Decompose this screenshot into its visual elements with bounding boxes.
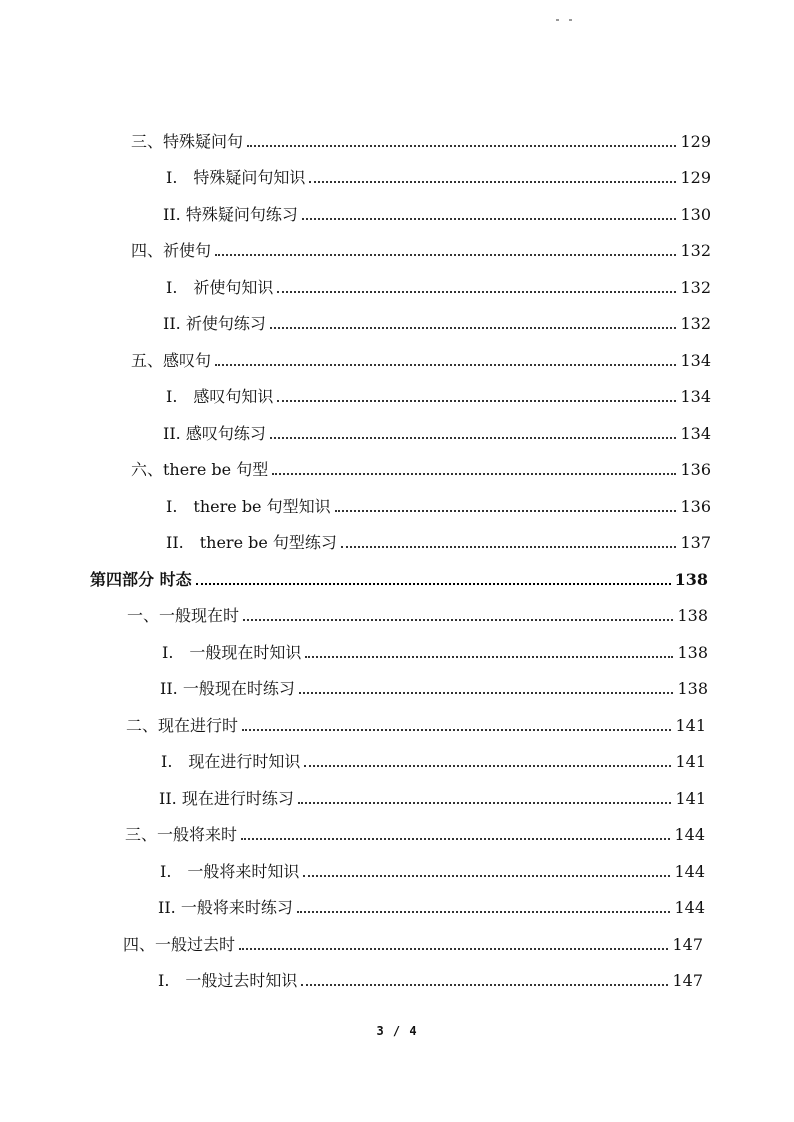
toc-entry-subsection[interactable] <box>161 746 706 772</box>
toc-page-number: 134 <box>680 424 711 443</box>
toc-page-number: 136 <box>680 460 711 479</box>
toc-entry-section[interactable] <box>123 929 703 955</box>
dot-leader <box>270 436 677 439</box>
toc-page-number: 141 <box>675 716 706 735</box>
dot-leader <box>215 363 676 366</box>
dot-leader <box>247 144 676 147</box>
dot-leader <box>301 983 668 986</box>
toc-entry-subsection[interactable] <box>159 783 706 809</box>
toc-entry-section[interactable] <box>125 819 705 845</box>
toc-label: I. 一般将来时知识 <box>160 862 300 881</box>
toc-entry-subsection[interactable] <box>166 491 711 517</box>
toc-label: 三、一般将来时 <box>125 825 238 844</box>
toc-entry-subsection[interactable] <box>162 637 708 663</box>
toc-entry-subsection[interactable] <box>160 856 705 882</box>
toc-label: II. 特殊疑问句练习 <box>163 205 298 224</box>
toc-page-number: 129 <box>680 132 711 151</box>
dot-leader <box>215 253 676 256</box>
toc-label: 三、特殊疑问句 <box>131 132 244 151</box>
toc-page-number: 144 <box>674 825 705 844</box>
toc-page-number: 130 <box>680 205 711 224</box>
toc-label: I. 一般过去时知识 <box>158 971 298 990</box>
dot-leader <box>277 399 676 402</box>
toc-page-number: 132 <box>680 278 711 297</box>
toc-page-number: 138 <box>677 606 708 625</box>
toc-page-number: 144 <box>674 898 705 917</box>
dot-leader <box>298 801 672 804</box>
toc-page-number: 138 <box>677 679 708 698</box>
dot-leader <box>305 655 673 658</box>
dot-leader <box>341 545 677 548</box>
toc-entry-section[interactable] <box>131 126 711 152</box>
toc-label: I. 祈使句知识 <box>166 278 274 297</box>
dot-leader <box>277 290 676 293</box>
toc-page-number: 141 <box>675 789 706 808</box>
toc-label: 五、感叹句 <box>131 351 212 370</box>
dot-leader <box>196 582 671 585</box>
dot-leader <box>243 618 673 621</box>
dot-leader <box>270 326 677 329</box>
toc-page-number: 147 <box>672 971 703 990</box>
dot-leader <box>304 764 671 767</box>
toc-page-number: 129 <box>680 168 711 187</box>
dot-leader <box>241 837 670 840</box>
toc-label: II. 感叹句练习 <box>163 424 266 443</box>
dot-leader <box>239 947 668 950</box>
toc-entry-section[interactable] <box>127 600 708 626</box>
toc-label: 第四部分 时态 <box>90 570 192 589</box>
toc-entry-subsection[interactable] <box>166 272 711 298</box>
toc-label: I. 感叹句知识 <box>166 387 274 406</box>
dot-leader <box>272 472 676 475</box>
dot-leader <box>303 874 670 877</box>
toc-entry-subsection[interactable] <box>160 673 708 699</box>
toc-entry-section[interactable] <box>126 710 706 736</box>
toc-label: 四、祈使句 <box>131 241 212 260</box>
toc-label: 二、现在进行时 <box>126 716 239 735</box>
toc-label: II. there be 句型练习 <box>166 533 337 552</box>
toc-page-number: 137 <box>680 533 711 552</box>
toc-entry-section[interactable] <box>131 345 711 371</box>
toc-page-number: 132 <box>680 314 711 333</box>
toc-page-number: 138 <box>677 643 708 662</box>
toc-entry-subsection[interactable] <box>163 199 711 225</box>
dot-leader <box>335 509 677 512</box>
dot-leader <box>299 691 674 694</box>
toc-entry-section[interactable] <box>131 454 711 480</box>
toc-page-number: 134 <box>680 387 711 406</box>
page-indicator: 3 / 4 <box>376 1024 418 1038</box>
toc-label: II. 祈使句练习 <box>163 314 266 333</box>
toc-page-number: 136 <box>680 497 711 516</box>
toc-entry-subsection[interactable] <box>158 892 705 918</box>
dot-leader <box>242 728 671 731</box>
toc-label: II. 一般现在时练习 <box>160 679 295 698</box>
toc-page-number: 147 <box>672 935 703 954</box>
toc-page-number: 138 <box>674 570 708 589</box>
dot-leader <box>309 180 676 183</box>
dot-leader <box>297 910 671 913</box>
toc-label: 一、一般现在时 <box>127 606 240 625</box>
toc-label: II. 现在进行时练习 <box>159 789 294 808</box>
toc-entry-subsection[interactable] <box>166 527 711 553</box>
toc-entry-subsection[interactable] <box>158 965 703 991</box>
toc-label: I. 一般现在时知识 <box>162 643 302 662</box>
toc-page-number: 134 <box>680 351 711 370</box>
toc-entry-subsection[interactable] <box>166 381 711 407</box>
toc-entry-subsection[interactable] <box>163 418 711 444</box>
toc-label: I. there be 句型知识 <box>166 497 331 516</box>
toc-label: 四、一般过去时 <box>123 935 236 954</box>
toc-page-number: 132 <box>680 241 711 260</box>
toc-page-number: 141 <box>675 752 706 771</box>
toc-entry-section[interactable] <box>131 235 711 261</box>
toc-label: 六、there be 句型 <box>131 460 269 479</box>
toc-entry-subsection[interactable] <box>163 308 711 334</box>
toc-entry-part[interactable] <box>90 564 708 590</box>
dot-leader <box>302 217 677 220</box>
scan-mark <box>556 6 596 12</box>
toc-label: I. 特殊疑问句知识 <box>166 168 306 187</box>
toc-page-number: 144 <box>674 862 705 881</box>
toc-entry-subsection[interactable] <box>166 162 711 188</box>
toc-label: II. 一般将来时练习 <box>158 898 293 917</box>
toc-label: I. 现在进行时知识 <box>161 752 301 771</box>
